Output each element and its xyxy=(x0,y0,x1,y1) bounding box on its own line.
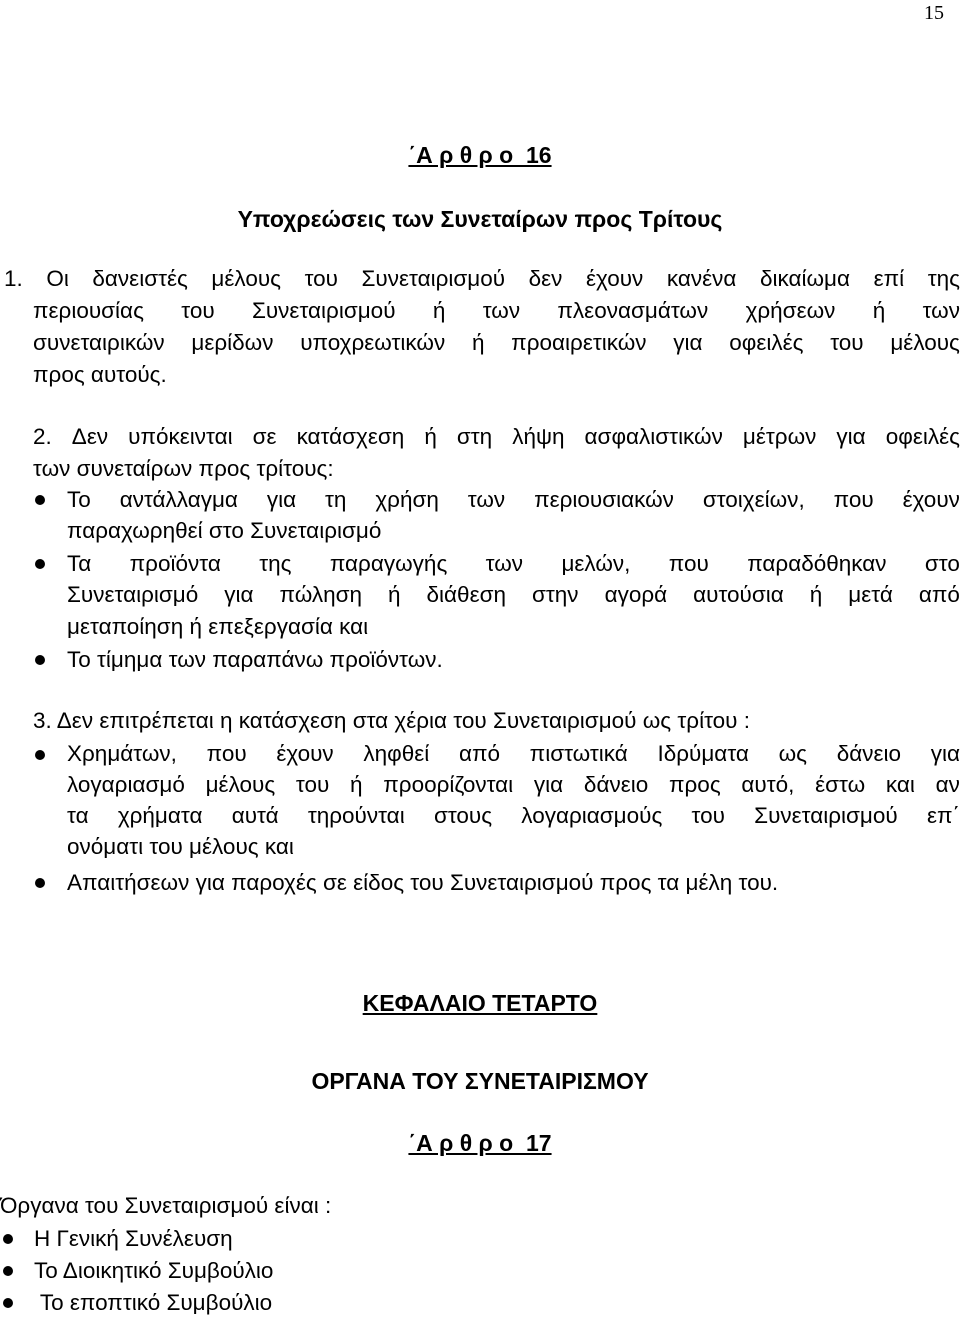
bullet-icon xyxy=(35,878,45,888)
word: δάνειο xyxy=(583,772,649,797)
word: ως xyxy=(778,741,808,766)
word: διάθεση xyxy=(426,582,507,607)
word: από xyxy=(918,582,960,607)
word: που xyxy=(833,487,874,512)
word: οφειλές xyxy=(885,424,960,449)
word: δεν xyxy=(528,266,563,291)
word: των xyxy=(482,298,521,323)
word: μερίδων xyxy=(191,330,274,355)
bullet-icon xyxy=(35,655,45,665)
word: στοιχείων, xyxy=(702,487,805,512)
word: της xyxy=(927,266,960,291)
word: τη xyxy=(325,487,347,512)
word: των xyxy=(467,487,506,512)
p2-line-2: των συνεταίρων προς τρίτους: xyxy=(33,456,334,481)
word: αυτούσια xyxy=(693,582,784,607)
word: χρήση xyxy=(375,487,439,512)
word: για xyxy=(930,741,960,766)
word: έχουν xyxy=(276,741,334,766)
word: παραδόθηκαν xyxy=(747,551,887,576)
p2-bullet-2-line-1 xyxy=(67,551,960,577)
chapter-heading xyxy=(0,990,960,1017)
word: του xyxy=(181,298,215,323)
word: προαιρετικών xyxy=(511,330,647,355)
p3-bullet-1-line-1 xyxy=(67,741,960,767)
bullet-icon xyxy=(35,559,45,569)
word: των xyxy=(485,551,524,576)
p2-bullet-2-line-3: μεταποίηση ή επεξεργασία και xyxy=(67,614,369,639)
word: στην xyxy=(532,582,579,607)
word: μελών, xyxy=(561,551,631,576)
word: του xyxy=(295,772,330,797)
word: στη xyxy=(456,424,493,449)
word: οφειλές xyxy=(729,330,804,355)
word: για xyxy=(266,487,297,512)
word: λογαριασμούς xyxy=(521,803,663,828)
article-16-title: Υποχρεώσεις των Συνεταίρων προς Τρίτους xyxy=(237,206,723,232)
page-number: 15 xyxy=(924,2,944,24)
word: προς xyxy=(668,772,721,797)
word: δανειστές xyxy=(92,266,188,291)
word: αγορά xyxy=(604,582,668,607)
word: ασφαλιστικών xyxy=(584,424,723,449)
article-17-heading-text: ΄Α ρ θ ρ ο 17 xyxy=(408,1130,552,1156)
word: αυτά xyxy=(231,803,279,828)
word: του xyxy=(304,266,338,291)
word: Δεν xyxy=(71,424,109,449)
word: και xyxy=(885,772,915,797)
p1-line-3 xyxy=(33,330,960,356)
word: κατάσχεση xyxy=(296,424,405,449)
word: πώληση xyxy=(279,582,363,607)
p1-line-1 xyxy=(4,266,960,292)
word: ή xyxy=(424,424,437,449)
word: για xyxy=(224,582,254,607)
word: Συνεταιρισμού xyxy=(251,298,396,323)
word: ή xyxy=(809,582,823,607)
word: μέλους xyxy=(211,266,281,291)
word: συνεταιρικών xyxy=(33,330,165,355)
word: του xyxy=(830,330,864,355)
organ-list-item: Η Γενική Συνέλευση xyxy=(34,1226,233,1251)
word: Οι xyxy=(46,266,69,291)
p3-bullet-1-line-3 xyxy=(67,803,960,829)
word: χρήματα xyxy=(117,803,203,828)
word: αν xyxy=(935,772,960,797)
word: υποχρεωτικών xyxy=(300,330,446,355)
word: προϊόντα xyxy=(129,551,221,576)
word: μετά xyxy=(848,582,893,607)
chapter-heading-text: ΚΕΦΑΛΑΙΟ ΤΕΤΑΡΤΟ xyxy=(362,990,598,1016)
word: ληφθεί xyxy=(363,741,430,766)
word: παραγωγής xyxy=(329,551,448,576)
article-16-heading xyxy=(0,142,960,169)
word: 2. xyxy=(33,424,52,449)
word: μέλους xyxy=(205,772,276,797)
word: που xyxy=(206,741,247,766)
word: των xyxy=(922,298,960,323)
word: του xyxy=(691,803,725,828)
word: της xyxy=(259,551,292,576)
word: ή xyxy=(432,298,446,323)
bullet-icon xyxy=(3,1234,13,1244)
word: κανένα xyxy=(666,266,737,291)
word: υπόκεινται xyxy=(128,424,233,449)
word: λογαριασμό xyxy=(67,772,185,797)
word: πλεονασμάτων xyxy=(557,298,709,323)
word: ή xyxy=(872,298,886,323)
article-17-intro: Όργανα του Συνεταιρισμού είναι : xyxy=(0,1193,332,1218)
word: Το xyxy=(67,487,91,512)
word: προορίζονται xyxy=(383,772,514,797)
word: Τα xyxy=(67,551,92,576)
bullet-icon xyxy=(3,1298,13,1308)
p2-bullet-1-line-2: παραχωρηθεί στο Συνεταιρισμό xyxy=(67,518,382,543)
word: αυτό, xyxy=(741,772,795,797)
word: αντάλλαγμα xyxy=(119,487,238,512)
word: μέλους xyxy=(890,330,960,355)
p1-line-4: προς αυτούς. xyxy=(33,362,167,387)
word: λήψη xyxy=(512,424,565,449)
organ-list-item: Το Διοικητικό Συμβούλιο xyxy=(34,1258,274,1283)
word: περιουσίας xyxy=(33,298,144,323)
p2-line-1 xyxy=(33,424,960,450)
word: για xyxy=(836,424,866,449)
article-16-heading-text: ΄Α ρ θ ρ ο 16 xyxy=(408,142,552,168)
word: 1. xyxy=(4,266,23,291)
bullet-icon xyxy=(35,750,45,760)
p1-line-2 xyxy=(33,298,960,324)
word: σε xyxy=(252,424,277,449)
word: στο xyxy=(924,551,960,576)
bullet-icon xyxy=(3,1266,13,1276)
word: για xyxy=(533,772,564,797)
word: επί xyxy=(873,266,905,291)
p3-line-1: 3. Δεν επιτρέπεται η κατάσχεση στα χέρια του Συνεταιρισμού ως τρίτου : xyxy=(33,708,750,733)
word: έστω xyxy=(815,772,866,797)
word: που xyxy=(668,551,709,576)
word: ή xyxy=(350,772,363,797)
word: τα xyxy=(67,803,89,828)
word: περιουσιακών xyxy=(534,487,674,512)
p2-bullet-2-line-2 xyxy=(67,582,960,608)
word: Χρημάτων, xyxy=(67,741,177,766)
word: στους xyxy=(433,803,493,828)
chapter-subtitle: ΟΡΓΑΝΑ ΤΟΥ ΣΥΝΕΤΑΙΡΙΣΜΟΥ xyxy=(311,1068,649,1094)
word: ή xyxy=(388,582,401,607)
p3-bullet-1-line-4: ονόματι του μέλους και xyxy=(67,834,294,859)
word: από xyxy=(458,741,500,766)
word: χρήσεων xyxy=(745,298,836,323)
word: για xyxy=(673,330,703,355)
word: δικαίωμα xyxy=(759,266,851,291)
p2-bullet-3-line-1: Το τίμημα των παραπάνω προϊόντων. xyxy=(67,647,443,672)
word: Συνεταιρισμού xyxy=(361,266,506,291)
word: τηρούνται xyxy=(307,803,405,828)
word: έχουν xyxy=(586,266,644,291)
word: μέτρων xyxy=(742,424,817,449)
word: Συνεταιρισμό xyxy=(67,582,199,607)
word: Συνεταιρισμού xyxy=(754,803,898,828)
organ-list-item: Το εποπτικό Συμβούλιο xyxy=(34,1290,273,1315)
word: έχουν xyxy=(902,487,960,512)
p3-bullet-1-line-2 xyxy=(67,772,960,798)
p2-bullet-1-line-1 xyxy=(67,487,960,513)
bullet-icon xyxy=(35,495,45,505)
word: Ιδρύματα xyxy=(657,741,749,766)
p3-bullet-2-line-1: Απαιτήσεων για παροχές σε είδος του Συνεταιρισμού προς τα μέλη του. xyxy=(67,870,779,895)
word: πιστωτικά xyxy=(529,741,628,766)
word: ή xyxy=(471,330,485,355)
article-17-heading xyxy=(0,1130,960,1157)
word: επ΄ xyxy=(926,803,960,828)
word: δάνειο xyxy=(836,741,902,766)
